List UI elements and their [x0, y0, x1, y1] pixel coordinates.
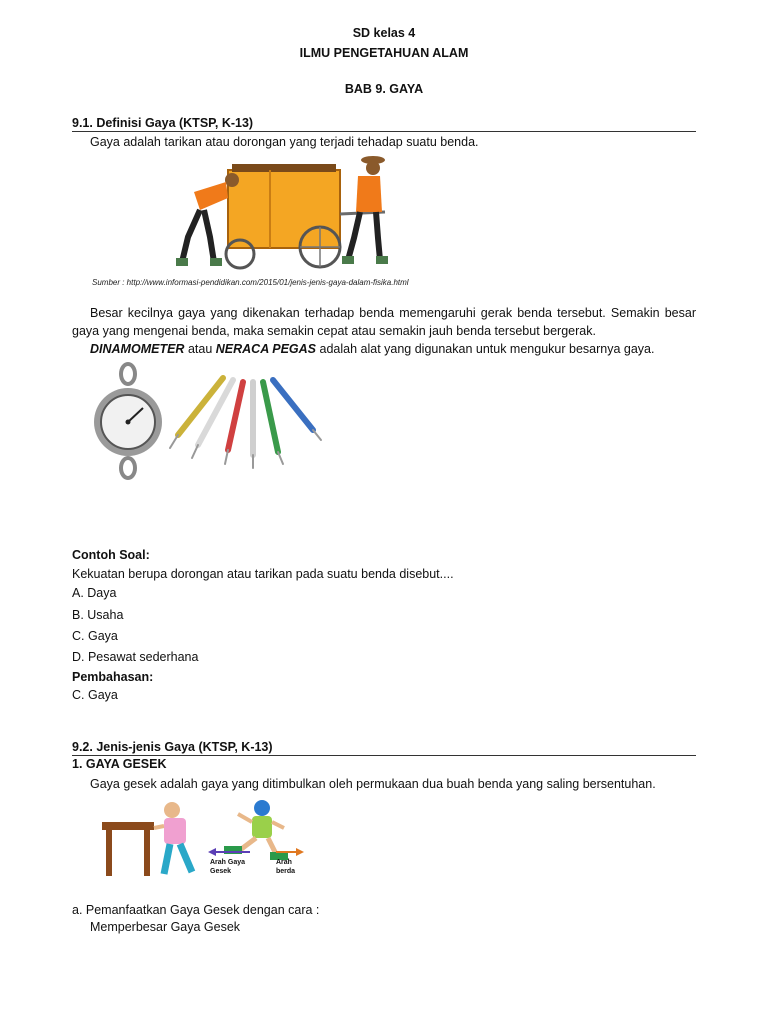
term-neraca-pegas: NERACA PEGAS — [215, 342, 317, 356]
example-question: Kekuatan berupa dorongan atau tarikan pada suatu benda disebut.... — [72, 567, 454, 581]
dynamometer-illustration — [88, 360, 333, 485]
answer-heading: Pembahasan: — [72, 670, 154, 684]
cart-load — [232, 164, 336, 172]
example-heading: Contoh Soal: — [72, 548, 150, 562]
table-push-figure — [102, 802, 192, 876]
increase-friction-text: Memperbesar Gaya Gesek — [90, 920, 241, 934]
force-effect-paragraph: Besar kecilnya gaya yang dikenakan terhadap benda memengaruhi gerak benda tersebut. Semakin besar gaya yang mengenai benda, maka semakin cepat atau semakin jauh benda tersebut bergerak. — [72, 306, 696, 338]
cart-body — [228, 170, 340, 248]
grade-label: SD kelas 4 — [352, 26, 416, 40]
friction-usage-heading: a. Pemanfaatkan Gaya Gesek dengan cara : — [72, 903, 320, 917]
friction-heading: 1. GAYA GESEK — [72, 757, 167, 771]
motion-direction-label: Arah berda — [276, 859, 296, 875]
spring-scales-fan — [170, 378, 321, 468]
friction-direction-label: Arah Gaya Gesek — [210, 859, 246, 875]
dynamometer-paragraph: DINAMOMETER atau NERACA PEGAS adalah alat yang digunakan untuk mengukur besarnya gaya. — [90, 342, 655, 356]
section-heading-9-2: 9.2. Jenis-jenis Gaya (KTSP, K-13) — [72, 740, 696, 756]
dial-spring-scale — [94, 364, 162, 478]
section-heading-9-1: 9.1. Definisi Gaya (KTSP, K-13) — [72, 116, 696, 132]
man-pulling — [342, 156, 388, 264]
cart-push-pull-illustration — [170, 152, 400, 277]
image-source-caption: Sumber : http://www.informasi-pendidikan.com/2015/01/jenis-jenis-gaya-dalam-fisika.html — [92, 278, 409, 287]
subject-title: ILMU PENGETAHUAN ALAM — [299, 46, 469, 60]
option-b: B. Usaha — [72, 608, 124, 622]
option-d: D. Pesawat sederhana — [72, 650, 199, 664]
answer-text: C. Gaya — [72, 688, 118, 702]
friction-definition: Gaya gesek adalah gaya yang ditimbulkan oleh permukaan dua buah benda yang saling bersentuhan. — [90, 777, 656, 791]
term-dinamometer: DINAMOMETER — [90, 342, 185, 356]
option-a: A. Daya — [72, 586, 117, 600]
option-c: C. Gaya — [72, 629, 118, 643]
gaya-definition: Gaya adalah tarikan atau dorongan yang terjadi tehadap suatu benda. — [90, 135, 479, 149]
chapter-title: BAB 9. GAYA — [344, 82, 424, 96]
